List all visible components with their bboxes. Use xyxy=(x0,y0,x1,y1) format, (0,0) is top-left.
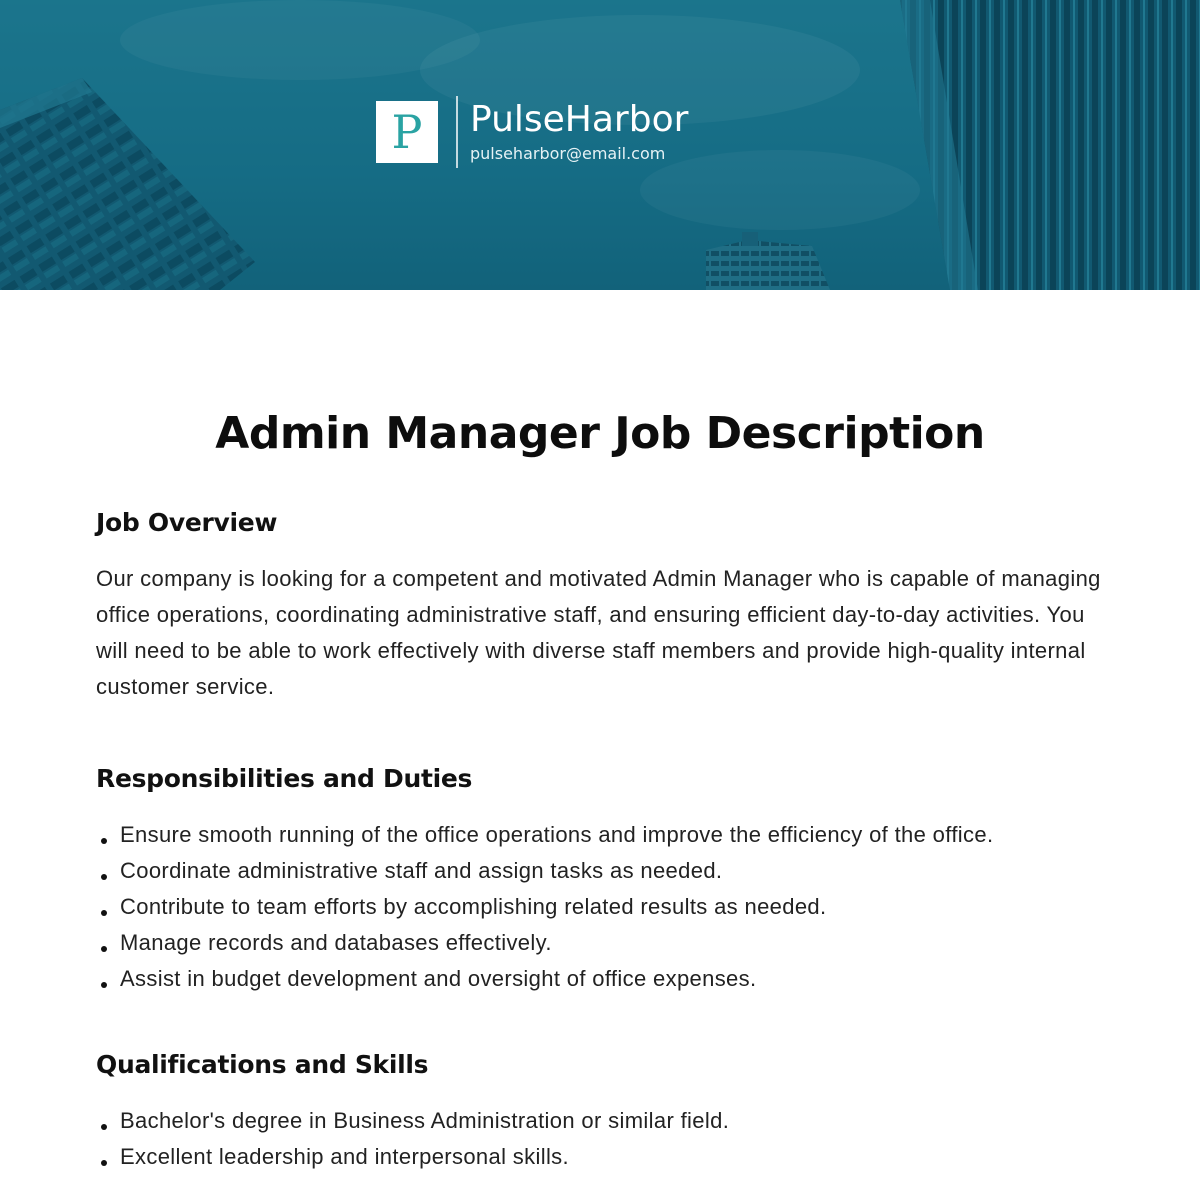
brand-text xyxy=(470,99,688,165)
bullet-icon xyxy=(101,910,107,916)
qualifications-list xyxy=(96,1103,1104,1175)
bullet-icon xyxy=(101,982,107,988)
list-item xyxy=(96,961,1080,997)
section-spacer xyxy=(96,705,1104,761)
list-item xyxy=(96,925,1080,961)
document-title: Admin Manager Job Description xyxy=(215,408,985,459)
bullet-icon xyxy=(101,1160,107,1166)
section-heading-job-overview: Job Overview xyxy=(96,508,278,537)
list-item-text: Contribute to team efforts by accomplishing related results as needed. xyxy=(120,894,827,919)
company-email: pulseharbor@email.com xyxy=(470,144,666,163)
job-overview-text: Our company is looking for a competent and motivated Admin Manager who is capable of managing office operations, coordinating administrative staff, and ensuring efficient day-to-day activities. You will need to be able to work effectively with diverse staff members and provide high-quality internal customer service. xyxy=(96,566,1101,699)
company-logo xyxy=(376,101,438,163)
section-spacer xyxy=(96,997,1104,1047)
list-item-text: Assist in budget development and oversight of office expenses. xyxy=(120,966,757,991)
company-name: PulseHarbor xyxy=(470,99,689,140)
header-banner xyxy=(0,0,1200,290)
list-item-text: Manage records and databases effectively. xyxy=(120,930,552,955)
list-item-text: Excellent leadership and interpersonal skills. xyxy=(120,1144,569,1169)
bullet-icon xyxy=(101,946,107,952)
bullet-icon xyxy=(101,1124,107,1130)
list-item xyxy=(96,889,1080,925)
brand-divider xyxy=(456,96,458,168)
list-item-text: Ensure smooth running of the office operations and improve the efficiency of the office. xyxy=(120,822,994,847)
list-item xyxy=(96,1139,1080,1175)
responsibilities-list xyxy=(96,817,1104,997)
list-item xyxy=(96,853,1080,889)
list-item xyxy=(96,817,1080,853)
bullet-icon xyxy=(101,874,107,880)
section-heading-responsibilities: Responsibilities and Duties xyxy=(96,764,473,793)
list-item-text: Coordinate administrative staff and assign tasks as needed. xyxy=(120,858,723,883)
list-item-text: Bachelor's degree in Business Administration or similar field. xyxy=(120,1108,730,1133)
section-heading-qualifications: Qualifications and Skills xyxy=(96,1050,429,1079)
list-item xyxy=(96,1103,1080,1139)
company-brand xyxy=(376,96,688,168)
bullet-icon xyxy=(101,838,107,844)
document-content xyxy=(96,505,1104,1175)
logo-letter: P xyxy=(391,105,423,159)
